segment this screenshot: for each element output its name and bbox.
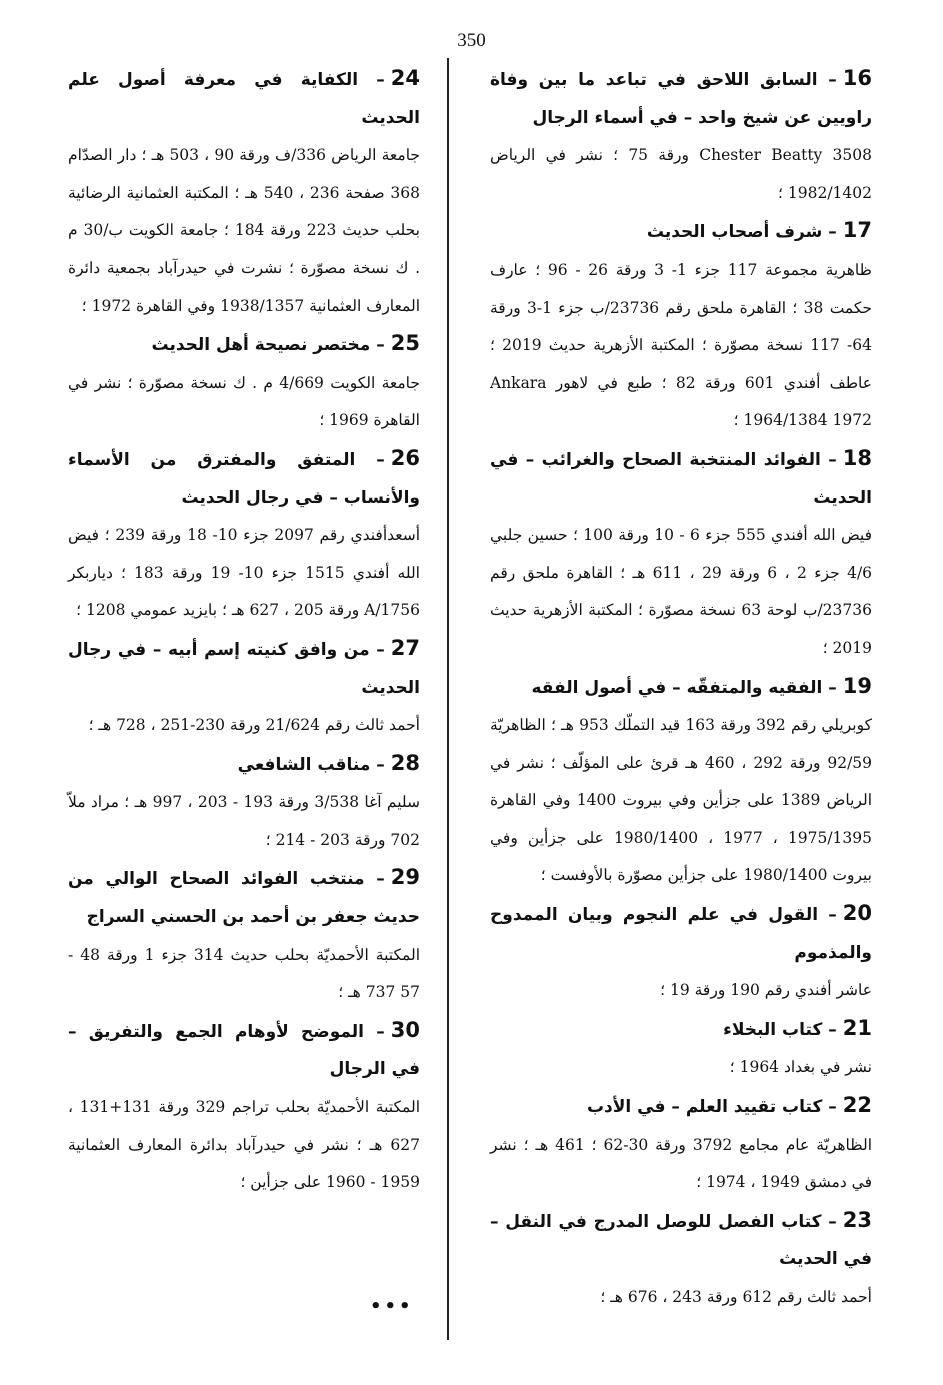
entry-body: المكتبة الأحمديّة بحلب حديث 314 جزء 1 ورقة 48 - 57 737 هـ ؛ bbox=[68, 945, 420, 1002]
entry bbox=[490, 60, 872, 212]
entry-title-text: – منتخب الفوائد الصحاح الوالي من حديث جعفر بن أحمد بن الحسني السراج bbox=[68, 869, 420, 928]
entry-body: نشر في بغداد 1964 ؛ bbox=[729, 1058, 872, 1077]
entry-body: عاشر أفندي رقم 190 ورقة 19 ؛ bbox=[660, 981, 872, 1000]
entry bbox=[68, 745, 420, 860]
entry-title-text: – من وافق كنيته إسم أبيه – في رجال الحديث bbox=[68, 639, 420, 698]
entry-title bbox=[68, 859, 420, 936]
entry-title bbox=[490, 1202, 872, 1279]
entry-number: 23 bbox=[842, 1207, 872, 1232]
entry-number: 27 bbox=[390, 635, 420, 660]
entry bbox=[490, 895, 872, 1010]
entry-number: 19 bbox=[842, 673, 872, 698]
entry-title-text: – القول في علم النجوم وبيان الممدوح والمذموم bbox=[490, 905, 872, 963]
entry-body: أحمد ثالث رقم 612 ورقة 243 ، 676 هـ ؛ bbox=[600, 1288, 872, 1306]
entry bbox=[68, 1012, 420, 1202]
entry bbox=[490, 212, 872, 440]
entry-title-text: – السابق اللاحق في تباعد ما بين وفاة راويين عن شيخ واحد – في أسماء الرجال bbox=[490, 70, 872, 128]
entry-title-text: – المتفق والمفترق من الأسماء والأنساب – في رجال الحديث bbox=[68, 449, 420, 508]
entry bbox=[490, 1202, 872, 1317]
entry bbox=[68, 325, 420, 440]
column-divider bbox=[447, 58, 449, 1340]
entry-number: 17 bbox=[842, 218, 872, 243]
entry-title-text: – كتاب البخلاء bbox=[723, 1019, 837, 1040]
entry-title bbox=[68, 60, 420, 137]
entry-title-text: – مناقب الشافعي bbox=[237, 754, 385, 775]
entry-title bbox=[490, 60, 872, 137]
entry-title bbox=[68, 745, 420, 785]
entry-title bbox=[490, 1087, 872, 1127]
entry-title-text: – كتاب الفصل للوصل المدرج في النقل – في الحديث bbox=[490, 1211, 872, 1270]
entry bbox=[490, 1010, 872, 1087]
right-column bbox=[490, 60, 872, 1317]
entry-title-text: – الفوائد المنتخبة الصحاح والغرائب – في الحديث bbox=[490, 449, 872, 508]
entry-body: ظاهرية مجموعة 117 جزء 1- 3 ورقة 26 - 96 ؛ عارف حكمت 38 ؛ القاهرة ملحق رقم 23736/ب جزء 1-3 ورقة 64- 117 نسخة مصوّرة ؛ المكتبة الأزهرية حديث 2019 ؛ عاطف أفندي 601 ورقة 82 ؛ طبع في لاهور Ankara 1964/1384 1972 ؛ bbox=[490, 260, 873, 430]
left-column bbox=[68, 60, 420, 1202]
entry bbox=[68, 859, 420, 1011]
entry-title bbox=[68, 630, 420, 707]
entry-title bbox=[68, 325, 420, 365]
entry-number: 29 bbox=[390, 865, 420, 890]
entry-body: أحمد ثالث رقم 21/624 ورقة 230-251 ، 728 هـ ؛ bbox=[88, 716, 420, 735]
entry bbox=[490, 440, 872, 668]
entry-number: 21 bbox=[842, 1015, 872, 1040]
entry-number: 25 bbox=[390, 331, 420, 356]
entry-title bbox=[490, 1010, 872, 1050]
end-mark: ••• bbox=[370, 1296, 414, 1317]
entry-body: المكتبة الأحمديّة بحلب تراجم 329 ورقة 131+131 ، 627 هـ ؛ نشر في حيدرآباد بدائرة المعارف العثمانية 1959 - 1960 على جزأين ؛ bbox=[68, 1098, 420, 1192]
entry-number: 24 bbox=[390, 66, 420, 90]
entry-body: فيض الله أفندي 555 جزء 6 - 10 ورقة 100 ؛ حسين جلبي 4/6 جزء 2 ، 6 ورقة 29 ، 611 هـ ؛ القاهرة ملحق رقم 23736/ب لوحة 63 نسخة مصوّرة ؛ المكتبة الأزهرية حديث 2019 ؛ bbox=[490, 526, 873, 657]
entry-number: 26 bbox=[390, 445, 420, 470]
entry bbox=[490, 1087, 872, 1202]
entry-title-text: – الموضح لأوهام الجمع والتفريق – في الرجال bbox=[68, 1021, 420, 1080]
entry bbox=[68, 440, 420, 630]
entry-title bbox=[490, 895, 872, 972]
entry-title-text: – الكفاية في معرفة أصول علم الحديث bbox=[68, 70, 420, 128]
entry bbox=[490, 668, 872, 896]
entry-title-text: – شرف أصحاب الحديث bbox=[646, 222, 837, 243]
entry-number: 28 bbox=[390, 750, 420, 775]
entry-body: أسعدأفندي رقم 2097 جزء 10- 18 ورقة 239 ؛ فيض الله أفندي 1515 جزء 10- 19 ورقة 183 ؛ دياربكر 1756/A ورقة 205 ، 627 هـ ؛ بايزيد عمومي 1208 ؛ bbox=[68, 526, 421, 620]
entry-number: 18 bbox=[842, 445, 872, 470]
entry-number: 30 bbox=[390, 1017, 420, 1042]
entry-title bbox=[490, 668, 872, 708]
entry-title bbox=[490, 440, 872, 517]
entry-body: الظاهريّة عام مجامع 3792 ورقة 30-62 ؛ 461 هـ ؛ نشر في دمشق 1949 ، 1974 ؛ bbox=[490, 1135, 873, 1192]
entry-body: Chester Beatty 3508 ورقة 75 ؛ نشر في الرياض 1982/1402 ؛ bbox=[490, 146, 872, 202]
page-number: 350 bbox=[457, 30, 486, 51]
entry-number: 22 bbox=[842, 1093, 872, 1118]
entry-body: كوبريلي رقم 392 ورقة 163 قيد التملّك 953 هـ ؛ الظاهريّة 92/59 ورقة 292 ، 460 هـ قرئ على المؤلّف ؛ نشر في الرياض 1389 على جزأين وفي بيروت 1400 وفي القاهرة 1975/1395 ، 1977 ، 1980/1400 على جزأين وفي بيروت 1980/1400 على جزأين مصوّرة بالأوفست ؛ bbox=[490, 716, 873, 885]
entry-title bbox=[68, 440, 420, 517]
entry-number: 16 bbox=[842, 66, 872, 90]
entry-title-text: – مختصر نصيحة أهل الحديث bbox=[151, 335, 385, 356]
entry-number: 20 bbox=[842, 901, 872, 926]
entry bbox=[68, 630, 420, 745]
entry-title-text: – الفقيه والمتفقّه – في أصول الفقه bbox=[531, 677, 837, 698]
entry-body: جامعة الرياض 336/ف ورقة 90 ، 503 هـ ؛ دار الصدّام 368 صفحة 236 ، 540 هـ ؛ المكتبة العثمانية الرضائية بحلب حديث 223 ورقة 184 ؛ جامعة الكويت ب/30 م . ك نسخة مصوّرة ؛ نشرت في حيدرآباد بجمعية دائرة المعارف العثمانية 1938/1357 وفي القاهرة 1972 ؛ bbox=[68, 146, 421, 315]
entry bbox=[68, 60, 420, 325]
entry-title bbox=[490, 212, 872, 252]
entry-body: جامعة الكويت 4/669 م . ك نسخة مصوّرة ؛ نشر في القاهرة 1969 ؛ bbox=[68, 373, 420, 430]
entry-title-text: – كتاب تقييد العلم – في الأدب bbox=[586, 1097, 837, 1118]
entry-body: سليم آغا 3/538 ورقة 193 - 203 ، 997 هـ ؛ مراد ملاّ 702 ورقة 203 - 214 ؛ bbox=[68, 793, 420, 849]
entry-title bbox=[68, 1012, 420, 1089]
